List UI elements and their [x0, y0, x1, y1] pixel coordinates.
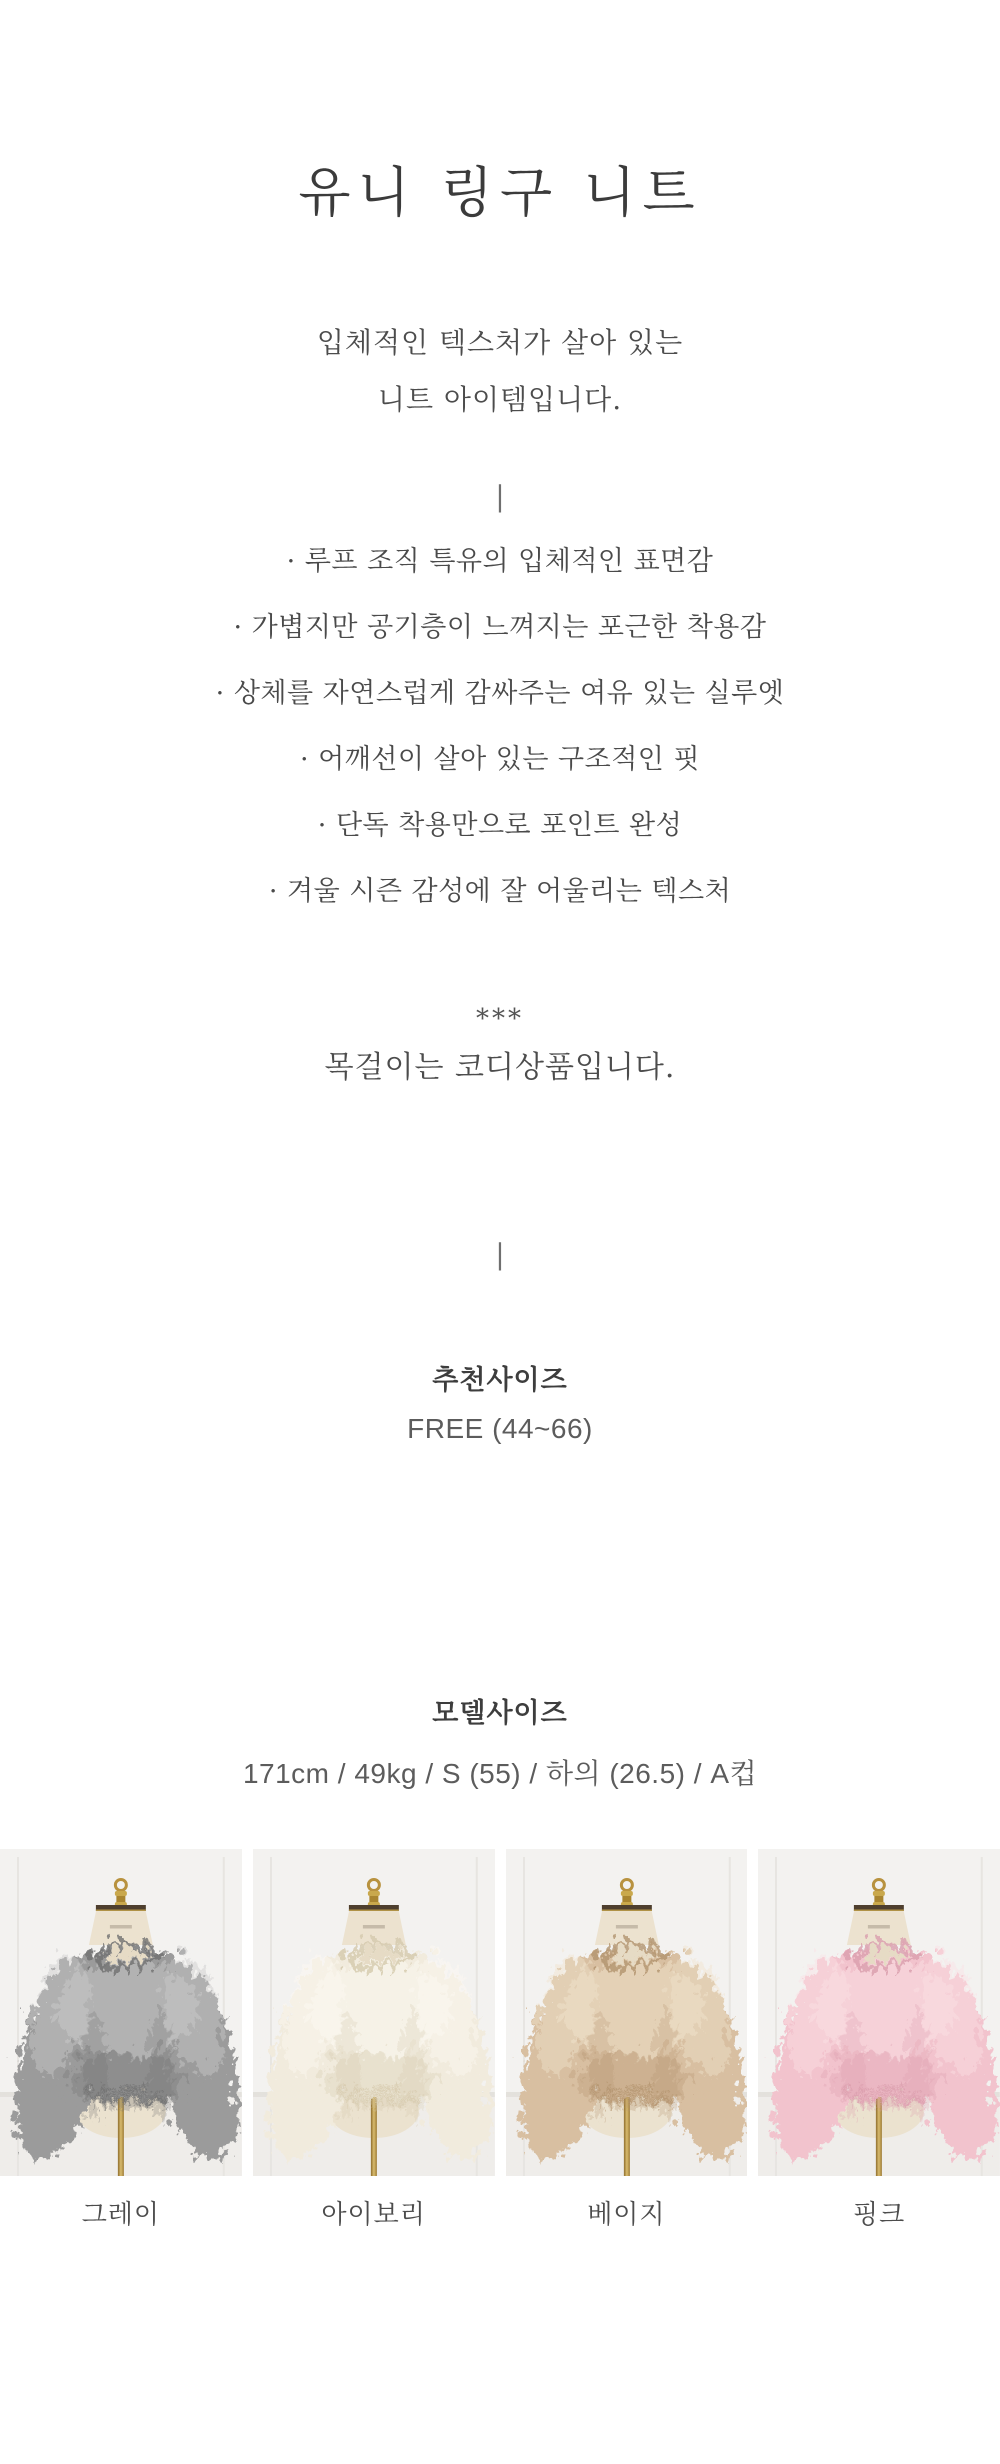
neck-band-trim — [349, 1910, 399, 1912]
product-photo-beige — [506, 1849, 748, 2176]
feature-item: · 겨울 시즌 감성에 잘 어울리는 텍스처 — [268, 876, 732, 907]
color-label-pink: 핑크 — [853, 2199, 906, 2229]
mannequin-neck-label — [110, 1925, 132, 1929]
product-photo-gray — [0, 1849, 242, 2176]
subtitle-line-2: 니트 아이템입니다. — [377, 383, 623, 416]
neck-band-trim — [854, 1910, 904, 1912]
mannequin-neck-label — [615, 1925, 637, 1929]
subtitle-line-1: 입체적인 텍스처가 살아 있는 — [316, 326, 684, 359]
stand-pole — [876, 2097, 882, 2176]
mannequin-neck-label — [363, 1925, 385, 1929]
stand-pole — [623, 2097, 629, 2176]
feature-item: · 어깨선이 살아 있는 구조적인 핏 — [299, 744, 701, 775]
feature-item: · 단독 착용만으로 포인트 완성 — [317, 810, 683, 841]
feature-list — [0, 548, 1000, 944]
stand-pole — [371, 2097, 377, 2176]
mannequin-neck-label — [868, 1925, 890, 1929]
neck-band-trim — [96, 1910, 146, 1912]
feature-item: · 상체를 자연스럽게 감싸주는 여유 있는 실루엣 — [215, 678, 785, 709]
color-label-beige: 베이지 — [587, 2199, 666, 2229]
neck-band-trim — [601, 1910, 651, 1912]
note-text: 목걸이는 코디상품입니다. — [324, 1050, 676, 1085]
feature-item: · 루프 조직 특유의 입체적인 표면감 — [286, 546, 714, 577]
model-size-label: 모델사이즈 — [432, 1698, 568, 1728]
stand-pole — [118, 2097, 124, 2176]
recommended-size-value: FREE (44~66) — [407, 1413, 593, 1444]
color-label-ivory: 아이보리 — [321, 2199, 426, 2229]
note-stars: *** — [476, 1004, 524, 1034]
product-photo-pink — [758, 1849, 1000, 2176]
recommended-size-label: 추천사이즈 — [432, 1365, 568, 1395]
section-divider: | — [495, 480, 505, 513]
color-label-row — [0, 2194, 1000, 2231]
product-title: 유니 링구 니트 — [298, 161, 702, 224]
product-photo-ivory — [253, 1849, 495, 2176]
product-photo-grid — [0, 1849, 1000, 2176]
product-subtitle — [0, 314, 1000, 428]
color-label-gray: 그레이 — [81, 2199, 161, 2229]
section-divider: | — [495, 1238, 505, 1271]
model-size-value: 171cm / 49kg / S (55) / 하의 (26.5) / A컵 — [242, 1758, 758, 1789]
feature-item: · 가볍지만 공기층이 느껴지는 포근한 착용감 — [233, 612, 767, 643]
